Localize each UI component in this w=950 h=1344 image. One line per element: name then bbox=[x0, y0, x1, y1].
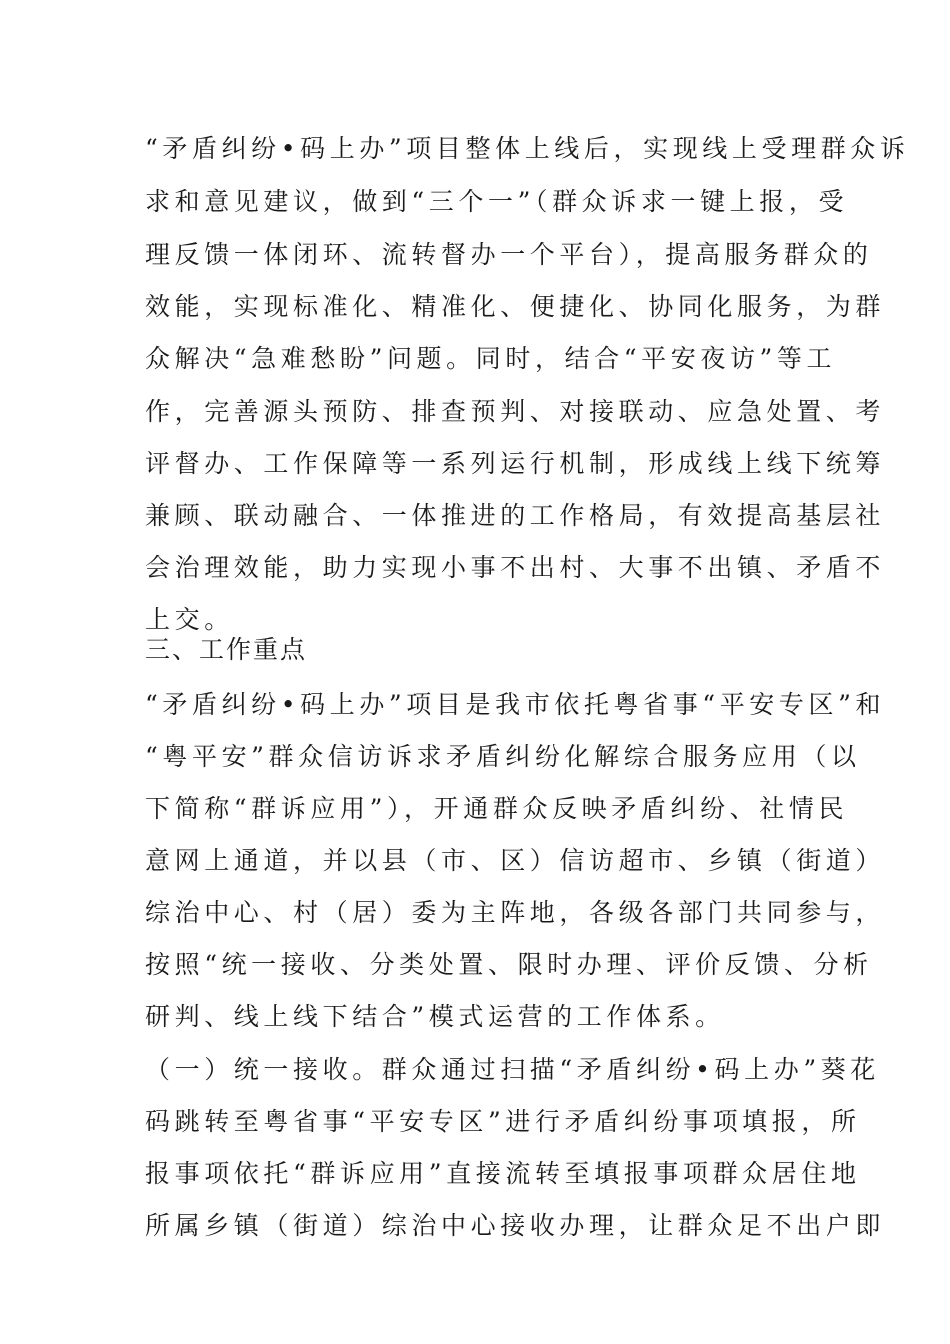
paragraph-line: 会治理效能，助力实现小事不出村、大事不出镇、矛盾不 bbox=[145, 553, 886, 582]
paragraph-line: 意网上通道，并以县（市、区）信访超市、乡镇（街道） bbox=[145, 846, 886, 875]
paragraph-line: 报事项依托“群诉应用”直接流转至填报事项群众居住地 bbox=[145, 1159, 861, 1188]
paragraph-line: 上交。 bbox=[145, 605, 234, 634]
paragraph-line: 研判、线上线下结合”模式运营的工作体系。 bbox=[145, 1002, 725, 1031]
section-heading: 三、工作重点 bbox=[145, 635, 308, 664]
paragraph-line: “粤平安”群众信访诉求矛盾纠纷化解综合服务应用（以 bbox=[145, 742, 861, 771]
paragraph-line: 众解决“急难愁盼”问题。同时，结合“平安夜访”等工 bbox=[145, 344, 837, 373]
paragraph-line: 兼顾、联动融合、一体推进的工作格局，有效提高基层社 bbox=[145, 501, 886, 530]
paragraph-line: 按照“统一接收、分类处置、限时办理、评价反馈、分析 bbox=[145, 950, 873, 979]
paragraph-line: 评督办、工作保障等一系列运行机制，形成线上线下统筹 bbox=[145, 449, 886, 478]
paragraph-line: “矛盾纠纷•码上办”项目是我市依托粤省事“平安专区”和 bbox=[145, 690, 886, 719]
paragraph-line: 作，完善源头预防、排查预判、对接联动、应急处置、考 bbox=[145, 397, 886, 426]
paragraph-line: 综治中心、村（居）委为主阵地，各级各部门共同参与， bbox=[145, 898, 886, 927]
paragraph-line: 所属乡镇（街道）综治中心接收办理，让群众足不出户即 bbox=[145, 1211, 886, 1240]
paragraph-line: “矛盾纠纷•码上办”项目整体上线后，实现线上受理群众诉 bbox=[145, 134, 910, 163]
paragraph-line: （一）统一接收。群众通过扫描“矛盾纠纷•码上办”葵花 bbox=[145, 1055, 880, 1084]
paragraph-line: 码跳转至粤省事“平安专区”进行矛盾纠纷事项填报，所 bbox=[145, 1107, 861, 1136]
paragraph-line: 效能，实现标准化、精准化、便捷化、协同化服务，为群 bbox=[145, 292, 886, 321]
paragraph-line: 理反馈一体闭环、流转督办一个平台），提高服务群众的 bbox=[145, 240, 873, 269]
paragraph-line: 下简称“群诉应用”），开通群众反映矛盾纠纷、社情民 bbox=[145, 794, 849, 823]
paragraph-line: 求和意见建议，做到“三个一”（群众诉求一键上报，受 bbox=[145, 187, 849, 216]
